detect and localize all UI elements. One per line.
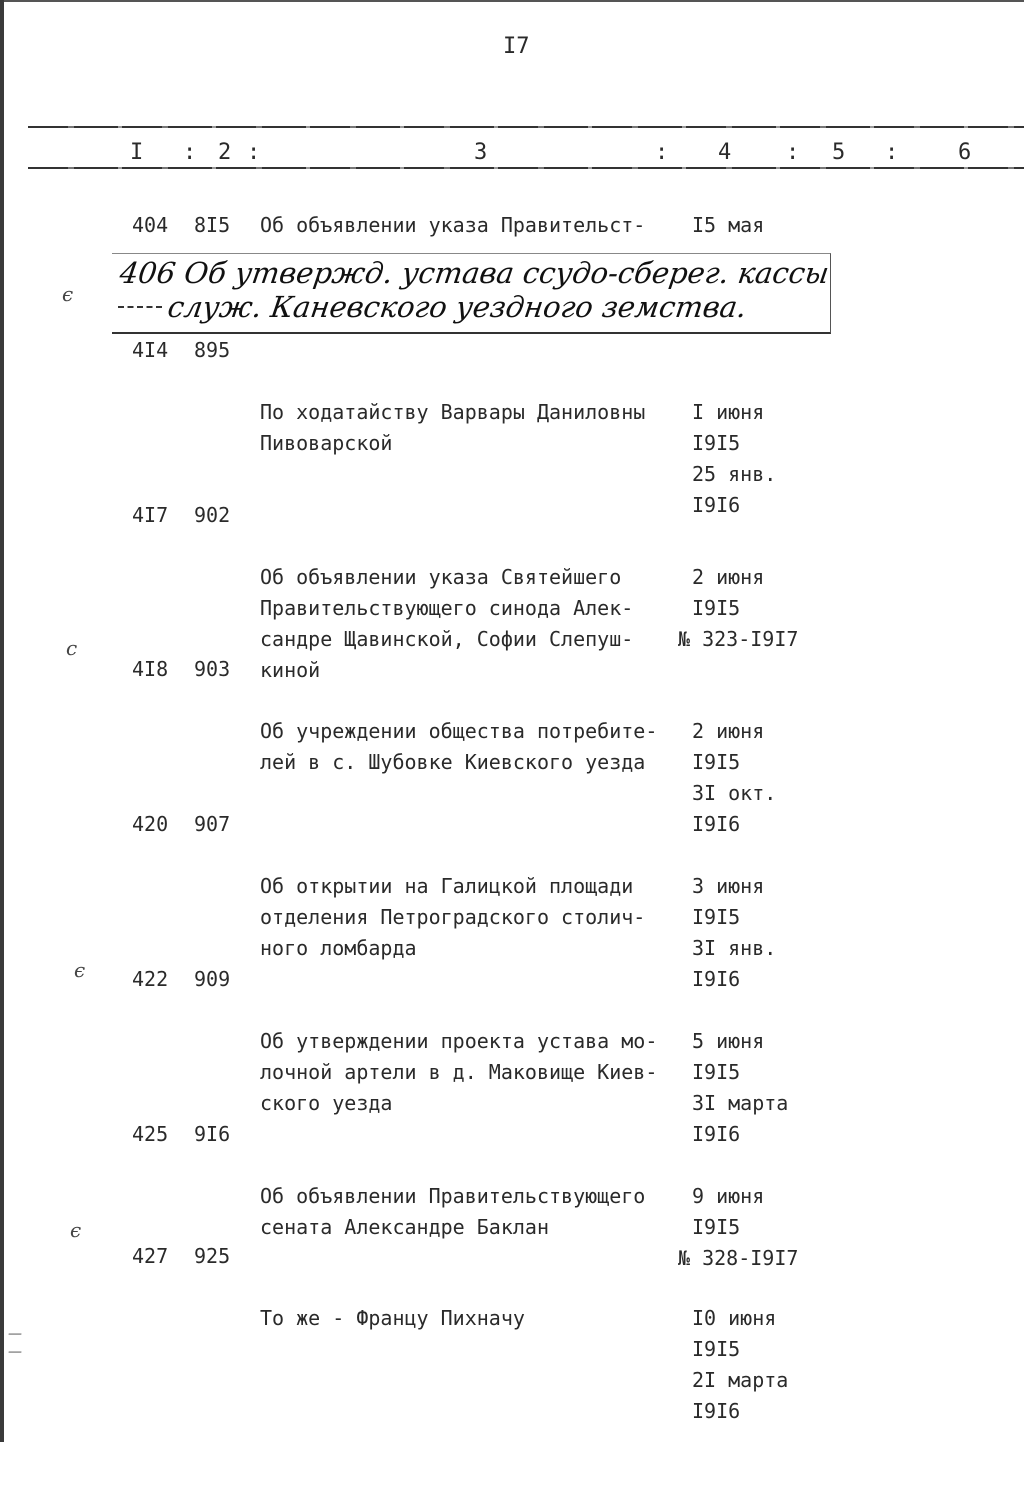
handwritten-correction-slip <box>112 253 831 334</box>
check-mark-icon: ϵ <box>62 282 74 306</box>
column-header-5: 5 <box>832 140 846 165</box>
entry-number: 404 <box>132 213 169 237</box>
entry-number: 427 <box>132 1244 169 1268</box>
dash-mark-icon: — <box>8 1326 22 1342</box>
entry-title: Об учреждении общества потребите- лей в с. Шубовке Киевского уезда <box>260 719 658 774</box>
column-separator: : <box>247 140 261 165</box>
handwritten-line-1: 406 Об утвержд. устава ссудо-сберег. кассы <box>117 256 832 290</box>
entry-dates: I0 июня I9I5 2I марта I9I6 <box>692 1306 789 1423</box>
header-rule-top <box>28 126 1024 128</box>
handwritten-line-2: служ. Каневского уездного земства. <box>165 290 749 324</box>
column-separator: : <box>183 140 197 165</box>
check-mark-icon: ϲ <box>66 636 78 660</box>
entry-dates: 3 июня I9I5 3I янв. I9I6 <box>692 874 777 991</box>
column-header-2: 2 <box>218 140 232 165</box>
case-number: 909 <box>194 967 231 991</box>
column-separator: : <box>885 140 899 165</box>
column-header-1: I <box>130 140 144 165</box>
page-number: I7 <box>503 34 530 59</box>
column-separator: : <box>786 140 800 165</box>
entry-title: Об объявлении указа Святейшего Правительствующего синода Алек- сандре Щавинской, Софии Слепуш- киной <box>260 565 634 682</box>
entry-dates: 9 июня I9I5 № 328-I9I7 <box>678 1184 799 1270</box>
check-mark-icon: ϵ <box>70 1218 82 1242</box>
case-number: 902 <box>194 503 231 527</box>
dash-mark-icon: — <box>8 1344 22 1360</box>
check-mark-icon: ϵ <box>74 958 86 982</box>
column-header-4: 4 <box>718 140 732 165</box>
entry-number: 4I8 <box>132 657 169 681</box>
entry-title: То же - Францу Пихначу <box>260 1306 525 1330</box>
entry-number: 4I4 <box>132 338 169 362</box>
page-edge-left <box>0 0 4 1442</box>
column-header-3: 3 <box>474 140 488 165</box>
entry-title: Об утверждении проекта устава мо- лочной артели в д. Маковище Киев- ского уезда <box>260 1029 658 1115</box>
dash-mark <box>118 306 162 308</box>
entry-dates: 2 июня I9I5 3I окт. I9I6 <box>692 719 777 836</box>
entry-number: 4I7 <box>132 503 169 527</box>
entry-number: 422 <box>132 967 169 991</box>
case-number: 895 <box>194 338 231 362</box>
case-number: 907 <box>194 812 231 836</box>
column-header-6: 6 <box>958 140 972 165</box>
entry-dates: 2 июня I9I5 № 323-I9I7 <box>678 565 799 651</box>
entry-number: 420 <box>132 812 169 836</box>
entry-title: По ходатайству Варвары Даниловны Пивоварской <box>260 400 646 455</box>
entry-title: Об объявлении указа Правительст- <box>260 213 646 237</box>
case-number: 903 <box>194 657 231 681</box>
entry-title: Об открытии на Галицкой площади отделения Петроградского столич- ного ломбарда <box>260 874 646 960</box>
entry-dates: I5 мая <box>692 213 765 237</box>
entry-dates: I июня I9I5 25 янв. I9I6 <box>692 400 777 517</box>
case-number: 925 <box>194 1244 231 1268</box>
case-number: 8I5 <box>194 213 231 237</box>
entry-dates: 5 июня I9I5 3I марта I9I6 <box>692 1029 789 1146</box>
header-rule-bottom <box>28 167 1024 169</box>
entry-number: 425 <box>132 1122 169 1146</box>
column-separator: : <box>655 140 669 165</box>
case-number: 9I6 <box>194 1122 231 1146</box>
page-edge-top <box>0 0 1024 2</box>
entry-title: Об объявлении Правительствующего сената Александре Баклан <box>260 1184 646 1239</box>
